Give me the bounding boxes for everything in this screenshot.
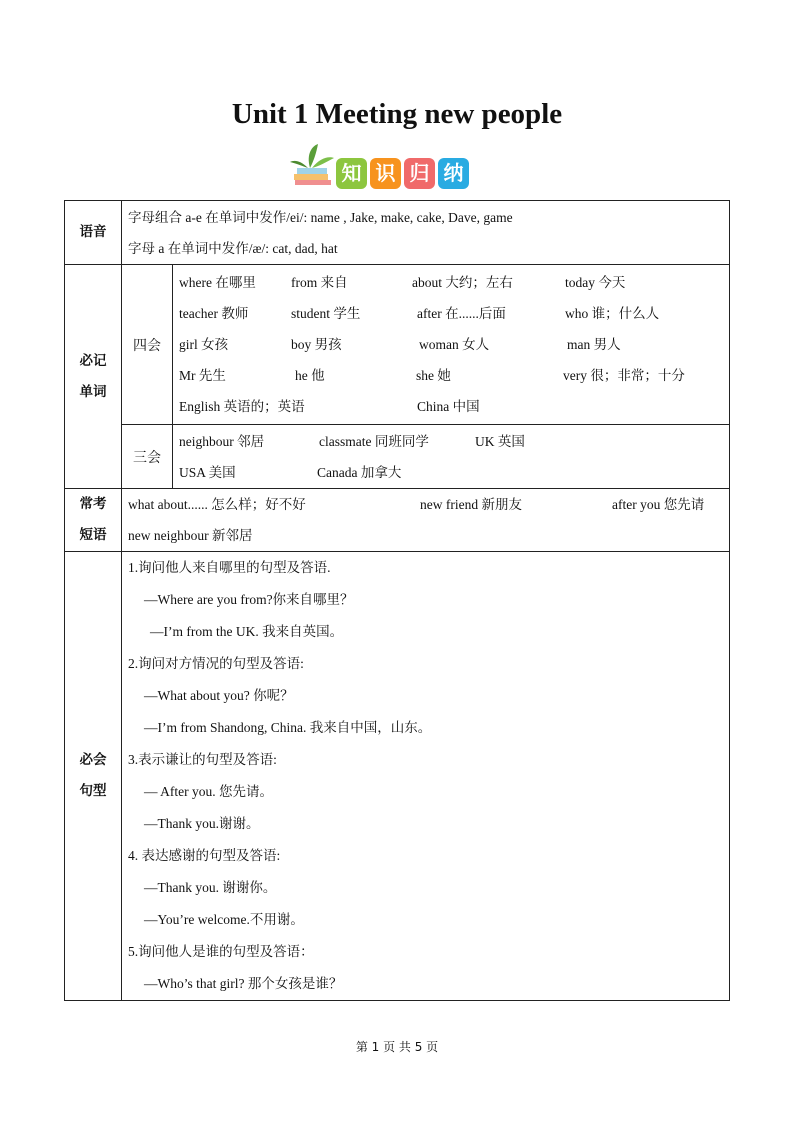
knowledge-summary-banner [288,140,488,192]
words-header-line: 单词 [79,383,107,400]
word-row [179,457,729,488]
phrase: after you 您先请 [612,497,705,512]
sentence-line: —Where are you from?你来自哪里？ [144,592,354,607]
word: boy 男孩 [291,337,342,352]
word: today 今天 [565,275,626,290]
word: very 很；非常；十分 [563,368,685,383]
sentences-header-line: 必会 [79,752,107,768]
sentence-heading: 3.表示谦让的句型及答语: [128,752,277,767]
word: after 在......后面 [417,306,506,321]
three-skill-label: 三会 [122,425,173,489]
sentences-row [65,552,730,1001]
sentence-line: —You’re welcome.不用谢。 [144,912,304,927]
phrase: what about...... 怎么样；好不好 [128,497,306,512]
word: she 她 [416,368,451,383]
word: from 来自 [291,275,348,290]
word: girl 女孩 [179,337,229,352]
sentence-heading: 1.询问他人来自哪里的句型及答语. [128,560,331,575]
phonics-header: 语音 [65,201,122,265]
word: classmate 同班同学 [319,433,429,449]
word: where 在哪里 [179,275,256,290]
phrases-header-line: 短语 [79,527,107,543]
phonics-row [65,201,730,265]
sentence-line: —I’m from Shandong, China. 我来自中国，山东。 [144,720,432,735]
words-three-row [65,425,730,489]
phrase: new friend 新朋友 [420,497,522,512]
phrases-header [65,489,122,552]
phrase-row: new neighbour 新邻居 [128,528,253,543]
phrases-header-line: 常考 [79,496,107,512]
word-row [179,329,729,360]
word: woman 女人 [419,337,490,352]
word: student 学生 [291,306,361,321]
word: teacher 教师 [179,306,249,321]
word: Canada 加拿大 [317,464,402,480]
phonics-line: 字母组合 a-e 在单词中发作/ei/: name , Jake, make, cake, Dave, game [128,209,513,225]
sentence-line: —What about you? 你呢？ [144,688,294,703]
word: neighbour 邻居 [179,433,265,449]
word-row [179,298,729,329]
word-row [179,360,729,391]
sentences-header-line: 句型 [79,783,107,799]
word: he 他 [295,368,325,383]
word: China 中国 [417,399,480,414]
phrase-row [128,489,729,520]
sentence-heading: 2.询问对方情况的句型及答语: [128,656,304,671]
three-skill-words [173,425,730,489]
sentence-line: —Thank you.谢谢。 [144,816,260,831]
word: USA 美国 [179,464,236,480]
sentences-header [65,552,122,1001]
words-four-row [65,265,730,425]
word: who 谁；什么人 [565,306,660,321]
word: UK 英国 [475,433,525,449]
phrases-content [122,489,730,552]
words-header-line: 必记 [79,352,107,369]
sentence-heading: 5.询问他人是谁的句型及答语： [128,944,314,959]
sentences-content [122,552,730,1001]
phonics-line: 字母 a 在单词中发作/æ/: cat, dad, hat [128,240,338,256]
phrases-row [65,489,730,552]
sentence-line: — After you. 您先请。 [144,784,273,799]
words-header [65,265,122,489]
banner-char: 知 [336,158,367,189]
page-footer: 第 1 页 共 5 页 [355,1040,439,1054]
word-row [179,426,729,457]
phonics-content [122,201,730,265]
banner-chars [336,158,469,189]
sentence-line: —I’m from the UK. 我来自英国。 [150,624,344,639]
four-skill-label: 四会 [122,265,173,425]
sentences-list [128,552,729,1000]
banner-char: 归 [404,158,435,189]
banner-char: 识 [370,158,401,189]
word: English 英语的；英语 [179,399,305,414]
knowledge-table [64,200,730,1001]
word: man 男人 [567,337,621,352]
word-row [179,391,729,422]
banner-char: 纳 [438,158,469,189]
word-row [179,267,729,298]
page-title: Unit 1 Meeting new people [231,98,563,130]
four-skill-words [173,265,730,425]
sentence-line: —Thank you. 谢谢你。 [144,880,277,895]
word: about 大约；左右 [412,275,513,290]
sentence-heading: 4. 表达感谢的句型及答语: [128,848,281,863]
word: Mr 先生 [179,368,226,383]
sentence-line: —Who’s that girl? 那个女孩是谁？ [144,976,343,991]
